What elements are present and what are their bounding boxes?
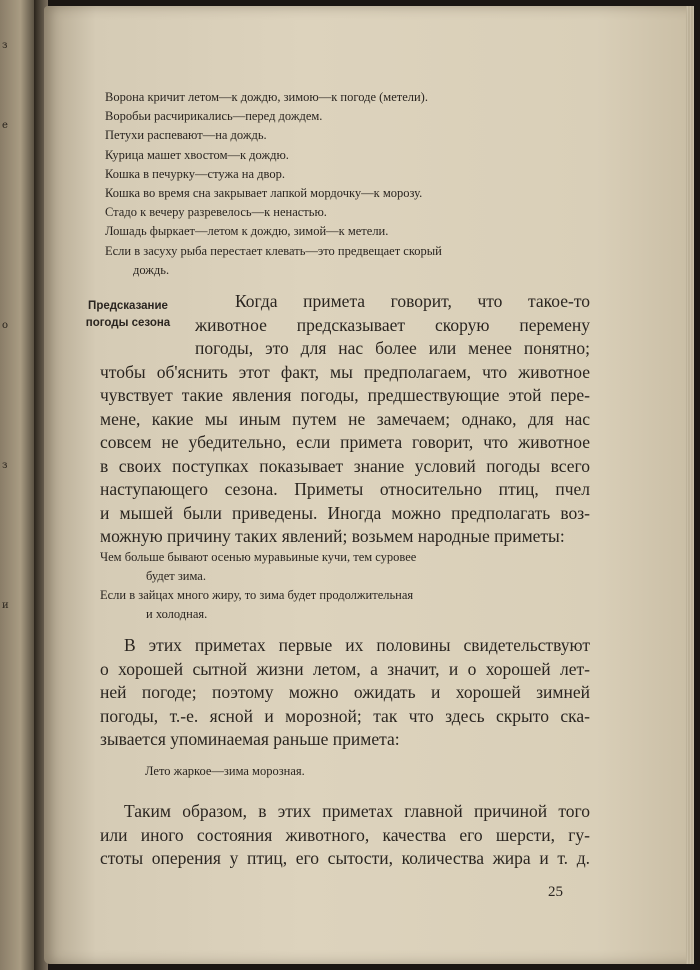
saying-line: будет зима. (146, 569, 206, 583)
left-page-edge (0, 0, 34, 970)
text-line: В этих приметах первые их половины свидетельствуют (124, 635, 590, 655)
sign-line: Стадо к вечеру разревелось—к ненастью. (105, 205, 327, 220)
page-stack-edge (686, 6, 694, 964)
text-line: мене, какие мы иным путем не замечаем; однако, для нас (100, 408, 590, 429)
text-line: или иного состояния животного, качества его шерсти, гу- (100, 824, 590, 845)
text-line: и мышей были приведены. Иногда можно предполагать воз- (100, 502, 590, 523)
left-page-fragment: е (2, 120, 9, 131)
sign-line: Ворона кричит летом—к дождю, зимою—к погоде (метели). (105, 90, 428, 104)
text-line: животное предсказывает скорую перемену (195, 314, 590, 335)
text-line: в своих поступках показывает знание условий погоды всего (100, 455, 590, 476)
sign-line: Курица машет хвостом—к дождю. (105, 147, 289, 162)
saying-line: Если в зайцах много жиру, то зима будет продолжительная (100, 588, 414, 602)
text-line: зывается упоминаемая раньше примета: (100, 729, 400, 749)
sign-line: Лошадь фыркает—летом к дождю, зимой—к метели. (105, 224, 389, 239)
side-heading-line: погоды сезона (85, 317, 171, 329)
paragraph-3 (100, 800, 590, 871)
text-line: чувствует такие явления погоды, предшествующие этой пере- (100, 385, 590, 405)
text-line: Таким образом, в этих приметах главной причиной того (124, 801, 590, 821)
text-line: о хорошей сытной жизни летом, а значит, и о хорошей лет- (100, 658, 590, 679)
sign-line: Воробьи расчирикались—перед дождем. (105, 109, 323, 124)
left-page-fragment: з (2, 40, 9, 51)
left-page-fragment: о (2, 320, 10, 331)
sign-line: Если в засуху рыба перестает клевать—это предвещает скорый (105, 243, 442, 258)
text-line: можную причину таких явлений; возьмем народные приметы: (100, 526, 565, 546)
quoted-saying: Лето жаркое—зима морозная. (145, 764, 305, 778)
weather-signs-list (105, 88, 585, 280)
saying-line: и холодная. (146, 607, 208, 621)
left-page-fragment: и (2, 600, 10, 611)
page-number: 25 (548, 884, 563, 900)
saying-line: Чем больше бывают осенью муравьиные кучи, тем суровее (100, 550, 417, 564)
text-line: погоды, т.-е. ясной и морозной; так что здесь скрыто ска- (100, 705, 590, 726)
text-line: чтобы об'яснить этот факт, мы предполагаем, что животное (100, 361, 590, 382)
paragraph-2 (100, 634, 590, 752)
sign-line: Кошка во время сна закрывает лапкой мордочку—к морозу. (105, 185, 423, 200)
folk-sayings (100, 548, 580, 624)
text-line: ней погоде; поэтому можно ожидать и хорошей зимней (100, 682, 590, 702)
sign-line: Петухи распевают—на дождь. (105, 128, 267, 143)
sign-line: дождь. (133, 262, 170, 277)
text-line: стоты оперения у птиц, его сытости, количества жира и т. д. (100, 848, 590, 868)
paragraph-1 (100, 290, 590, 549)
text-line: совсем не убедительно, если примета говорит, что животное (100, 432, 590, 452)
text-line: Когда примета говорит, что такое-то (235, 291, 590, 311)
side-heading-line: Предсказание (88, 300, 168, 312)
left-page-fragment: з (2, 460, 9, 471)
text-line: погоды, это для нас более или менее понятно; (195, 338, 590, 358)
text-line: наступающего сезона. Приметы относительно птиц, пчел (100, 479, 590, 499)
sign-line: Кошка в печурку—стужа на двор. (105, 166, 285, 181)
